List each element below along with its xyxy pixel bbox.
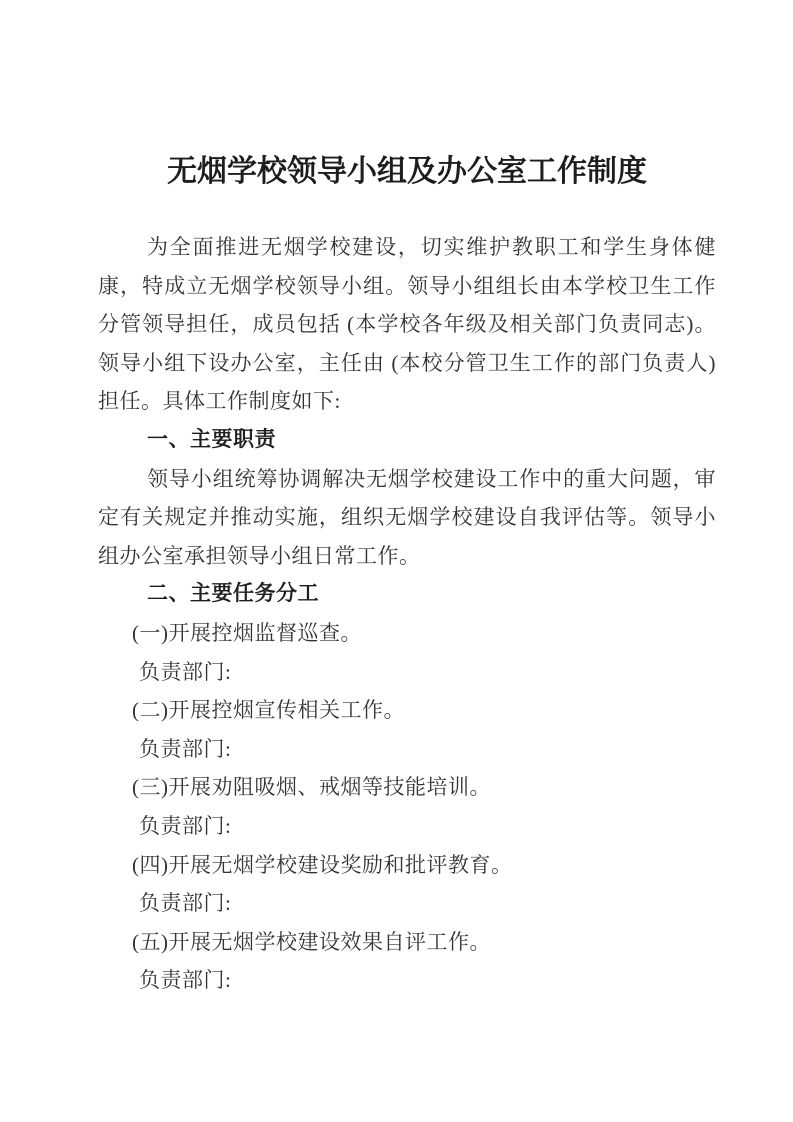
dept-label-5: 负责部门: (139, 968, 232, 993)
dept-label-1: 负责部门: (139, 659, 232, 684)
section2-heading: 二、主要任务分工 (147, 582, 319, 606)
task-item-4: (四)开展无烟学校建设奖励和批评教育。 (132, 852, 513, 877)
dept-label-2: 负责部门: (139, 736, 232, 761)
task-item-3: (三)开展劝阻吸烟、戒烟等技能培训。 (132, 775, 491, 800)
section1-heading: 一、主要职责 (147, 427, 276, 451)
section1-body: 领导小组统筹协调解决无烟学校建设工作中的重大问题，审定有关规定并推动实施，组织无烟学校建设自我评估等。领导小组办公室承担领导小组日常工作。 (98, 466, 716, 568)
dept-label-4: 负责部门: (139, 891, 232, 916)
document-title: 无烟学校领导小组及办公室工作制度 (167, 155, 647, 188)
dept-label-3: 负责部门: (139, 813, 232, 838)
task-item-5: (五)开展无烟学校建设效果自评工作。 (132, 929, 491, 954)
document-body (98, 150, 716, 1000)
task-item-2: (二)开展控烟宣传相关工作。 (132, 698, 405, 723)
task-item-1: (一)开展控烟监督巡查。 (132, 620, 362, 645)
intro-paragraph: 为全面推进无烟学校建设，切实维护教职工和学生身体健康，特成立无烟学校领导小组。领导小组组长由本学校卫生工作分管领导担任，成员包括 (本学校各年级及相关部门负责同志)。领导小组下设办公室，主任由 (本校分管卫生工作的部门负责人)担任。具体工作制度如下: (98, 235, 716, 414)
